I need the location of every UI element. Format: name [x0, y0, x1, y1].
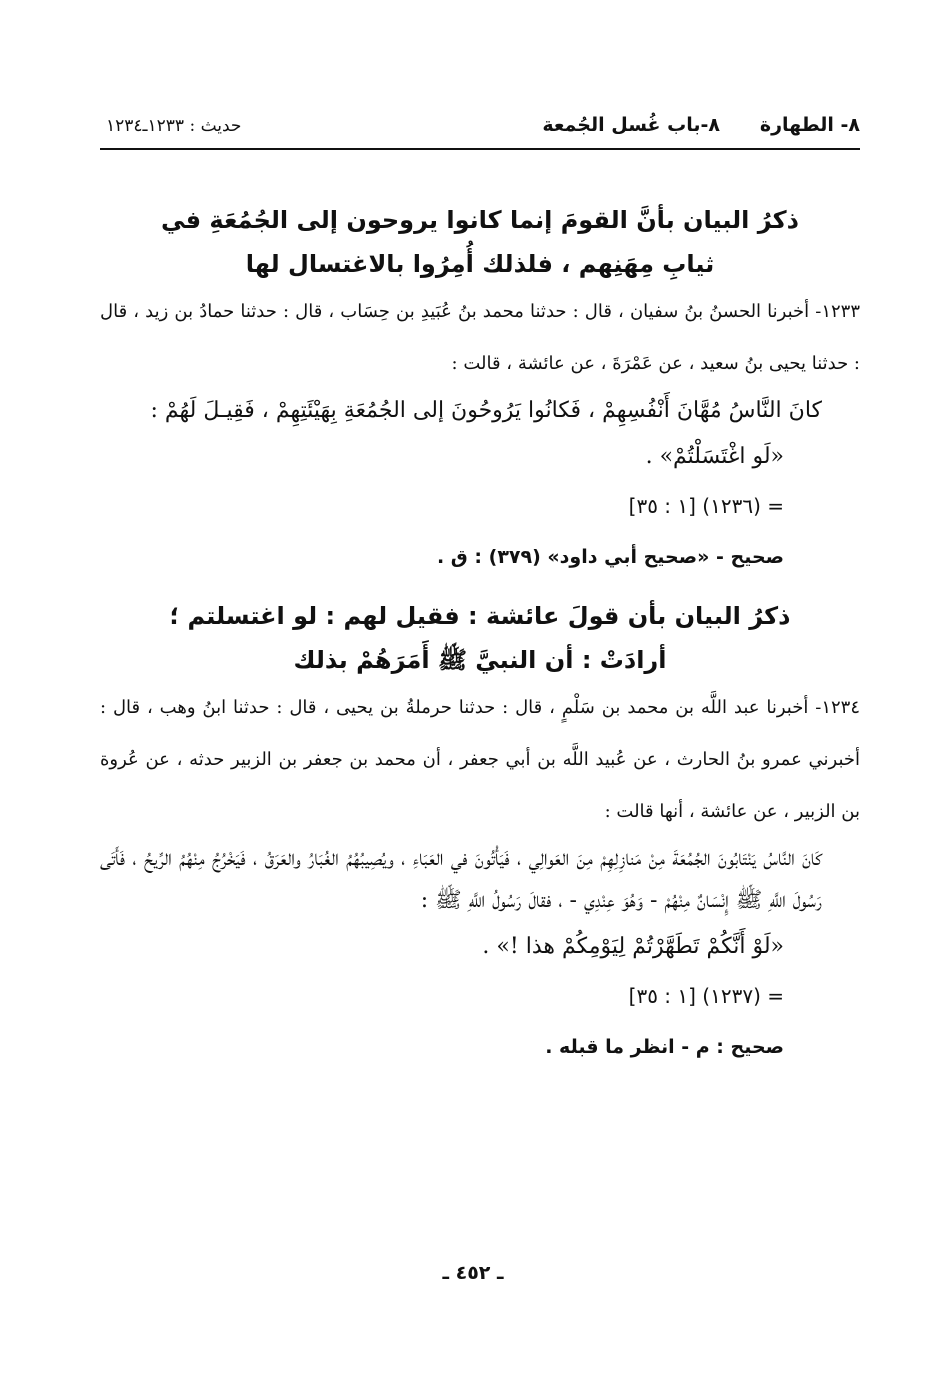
hadith-1234-quote: «لَوْ أَنَّكُمْ تَطَهَّرْتُمْ لِيَوْمِكُمْ هذا !» . [482, 934, 784, 959]
page-body [100, 108, 860, 1074]
section-2-heading-line-2: أرادَتْ : أن النبيَّ ﷺ أَمَرَهُمْ بذلك [293, 646, 667, 674]
section-1 [100, 198, 860, 584]
hadith-1233-isnad: ١٢٣٣- أخبرنا الحسنُ بنُ سفيان ، قال : حدثنا محمد بنُ عُبَيدِ بن حِسَاب ، قال : حدثنا حمادُ بن زيد ، قال : حدثنا يحيى بنُ سعيد ، عن عَمْرَةَ ، عن عائشة ، قالت : [100, 301, 860, 374]
hadith-1234-isnad: ١٢٣٤- أخبرنا عبد اللَّه بن محمد بن سَلْمٍ ، قال : حدثنا حرملةُ بن يحيى ، قال : حدثنا ابنُ وهب ، قال : أخبرني عمرو بنُ الحارث ، عن عُبيد اللَّه بن أبي جعفر ، أن محمد بن جعفر بن الزبير حدثه ، عن عُروة بن الزبير ، عن عائشة ، أنها قالت : [100, 697, 861, 822]
hadith-1234-matn: كَانَ النَّاسُ يَنْتَابُونَ الجُمُعَةَ مِنْ مَنازِلِهِمْ مِنَ العَوالِي ، فَيَأْتُونَ في العَبَاءِ ، ويُصِيبُهُمُ الغُبَارُ والعَرَقُ ، فَيَخْرُجُ مِنْهُمُ الرِّيحُ ، فَأَتَى رَسُولَ اللَّهِ ﷺ إِنْسَانٌ مِنْهُمْ - وَهُوَ عِنْدِي - ، فقالَ رَسُولُ اللَّهِ ﷺ : [100, 846, 823, 913]
section-1-heading-line-1: ذكرُ البيان بأنَّ القومَ إنما كانوا يروحون إلى الجُمُعَةِ في [161, 206, 799, 234]
running-header [100, 108, 860, 150]
running-header-hadith-range: حديث : ١٢٣٣ـ١٢٣٤ [106, 116, 242, 136]
section-2-heading [100, 594, 860, 682]
section-2-heading-line-1: ذكرُ البيان بأن قولَ عائشة : فقيل لهم : لو اغتسلتم ؛ [169, 602, 791, 630]
hadith-1233-cross-reference: = (١٢٣٦) [١ : ٣٥] [628, 494, 784, 518]
hadith-1234-grade: صحيح : م - انظر ما قبله . [545, 1036, 784, 1058]
section-1-heading [100, 198, 860, 286]
page-number: ـ ٤٥٢ ـ [442, 1262, 504, 1284]
section-2 [100, 594, 860, 1074]
hadith-1234-cross-reference: = (١٢٣٧) [١ : ٣٥] [628, 984, 784, 1008]
hadith-1233-matn: كانَ النَّاسُ مُهَّانَ أَنْفُسِهِمْ ، فَكانُوا يَرُوحُونَ إلى الجُمُعَةِ بِهَيْئَتِهِمْ ، فَقِيـلَ لَهُمْ : [150, 398, 822, 423]
hadith-1233-grade: صحيح - «صحيح أبي داود» (٣٧٩) : ق . [436, 546, 784, 568]
running-header-book: ٨- الطهارة [759, 114, 860, 136]
running-header-chapter: ٨-باب غُسل الجُمعة [542, 114, 720, 136]
section-1-heading-line-2: ثيابِ مِهَنِهم ، فلذلك أُمِرُوا بالاغتسال لها [245, 250, 715, 278]
hadith-1233-quote: «لَو اغْتَسَلْتُمْ» . [645, 444, 784, 469]
